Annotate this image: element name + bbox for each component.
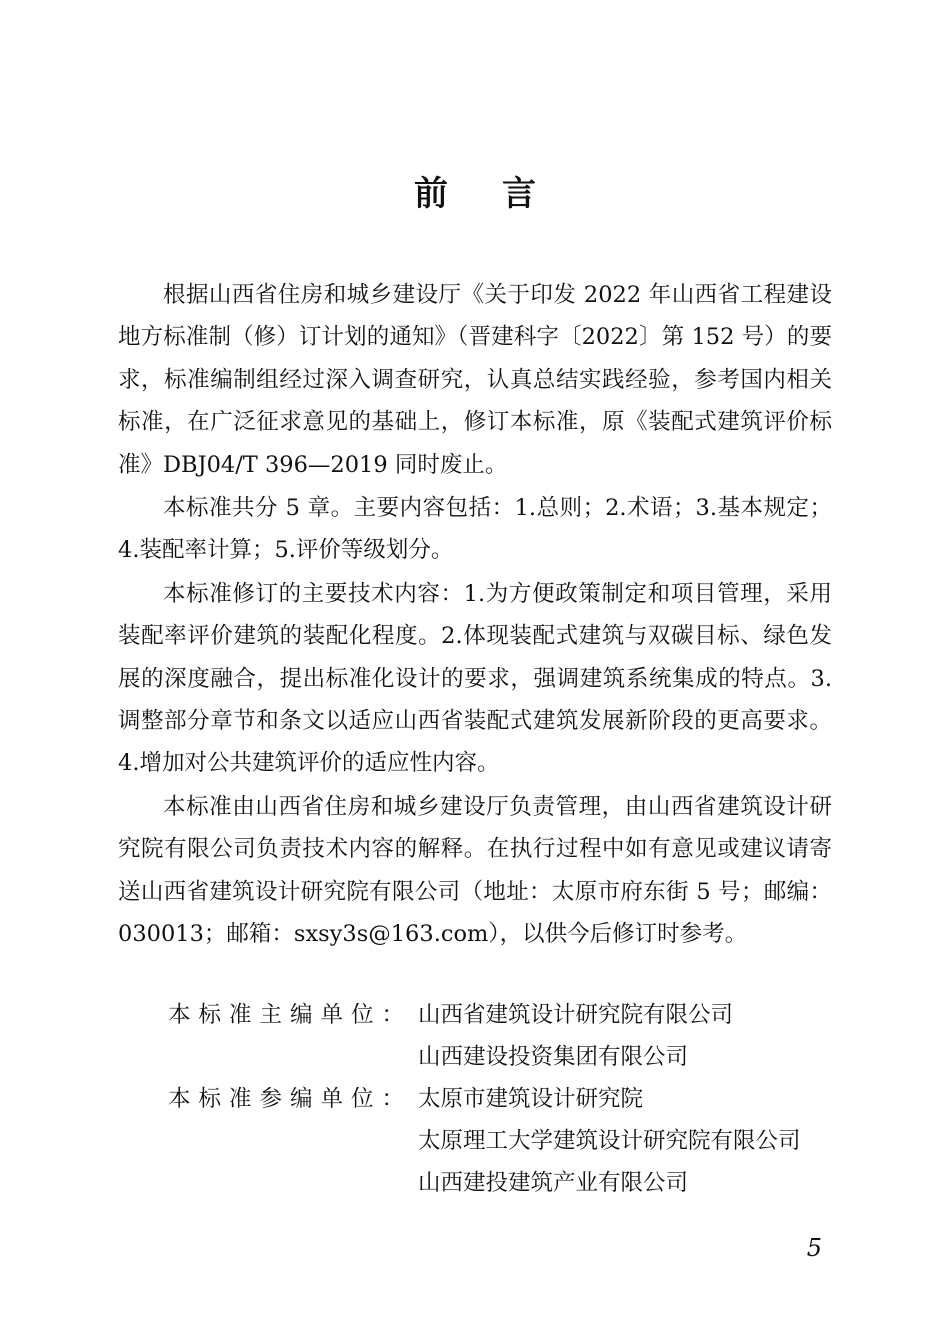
preface-body <box>118 274 832 957</box>
participating-editor-units <box>418 1078 848 1204</box>
paragraph-management: 本标准由山西省住房和城乡建设厅负责管理，由山西省建筑设计研究院有限公司负责技术内容的解释。在执行过程中如有意见或建议请寄送山西省建筑设计研究院有限公司（地址：太原市府东街 5 号；邮编：030013；邮箱：sxsy3s@163.com），以供今后修订时参考。 <box>118 793 832 948</box>
chief-editor-unit: 山西建设投资集团有限公司 <box>418 1044 689 1070</box>
participating-editor-unit: 太原市建筑设计研究院 <box>418 1086 644 1112</box>
chief-editor-label: 本标准主编单位： <box>168 1002 413 1028</box>
participating-editor-unit: 太原理工大学建筑设计研究院有限公司 <box>418 1128 801 1154</box>
editorial-units <box>168 994 848 1204</box>
paragraph-chapters: 本标准共分 5 章。主要内容包括：1.总则；2.术语；3.基本规定；4.装配率计算；5.评价等级划分。 <box>118 495 832 564</box>
paragraph-revisions: 本标准修订的主要技术内容：1.为方便政策制定和项目管理，采用装配率评价建筑的装配化程度。2.体现装配式建筑与双碳目标、绿色发展的深度融合，提出标准化设计的要求，强调建筑系统集成的特点。3.调整部分章节和条文以适应山西省装配式建筑发展新阶段的更高要求。4.增加对公共建筑评价的适应性内容。 <box>118 580 832 777</box>
page-title: 前言 <box>414 174 590 214</box>
chief-editor-unit: 山西省建筑设计研究院有限公司 <box>418 1002 734 1028</box>
chief-editor-units <box>418 994 848 1078</box>
chief-editor-row <box>168 994 848 1078</box>
participating-editor-unit: 山西建投建筑产业有限公司 <box>418 1170 689 1196</box>
participating-editor-label: 本标准参编单位： <box>168 1086 413 1112</box>
page-number: 5 <box>806 1234 822 1262</box>
participating-editor-row <box>168 1078 848 1204</box>
paragraph-background: 根据山西省住房和城乡建设厅《关于印发 2022 年山西省工程建设地方标准制（修）订计划的通知》（晋建科字〔2022〕第 152 号）的要求，标准编制组经过深入调查研究，认真总结实践经验，参考国内相关标准，在广泛征求意见的基础上，修订本标准，原《装配式建筑评价标准》DBJ04/T 396—2019 同时废止。 <box>118 282 832 478</box>
